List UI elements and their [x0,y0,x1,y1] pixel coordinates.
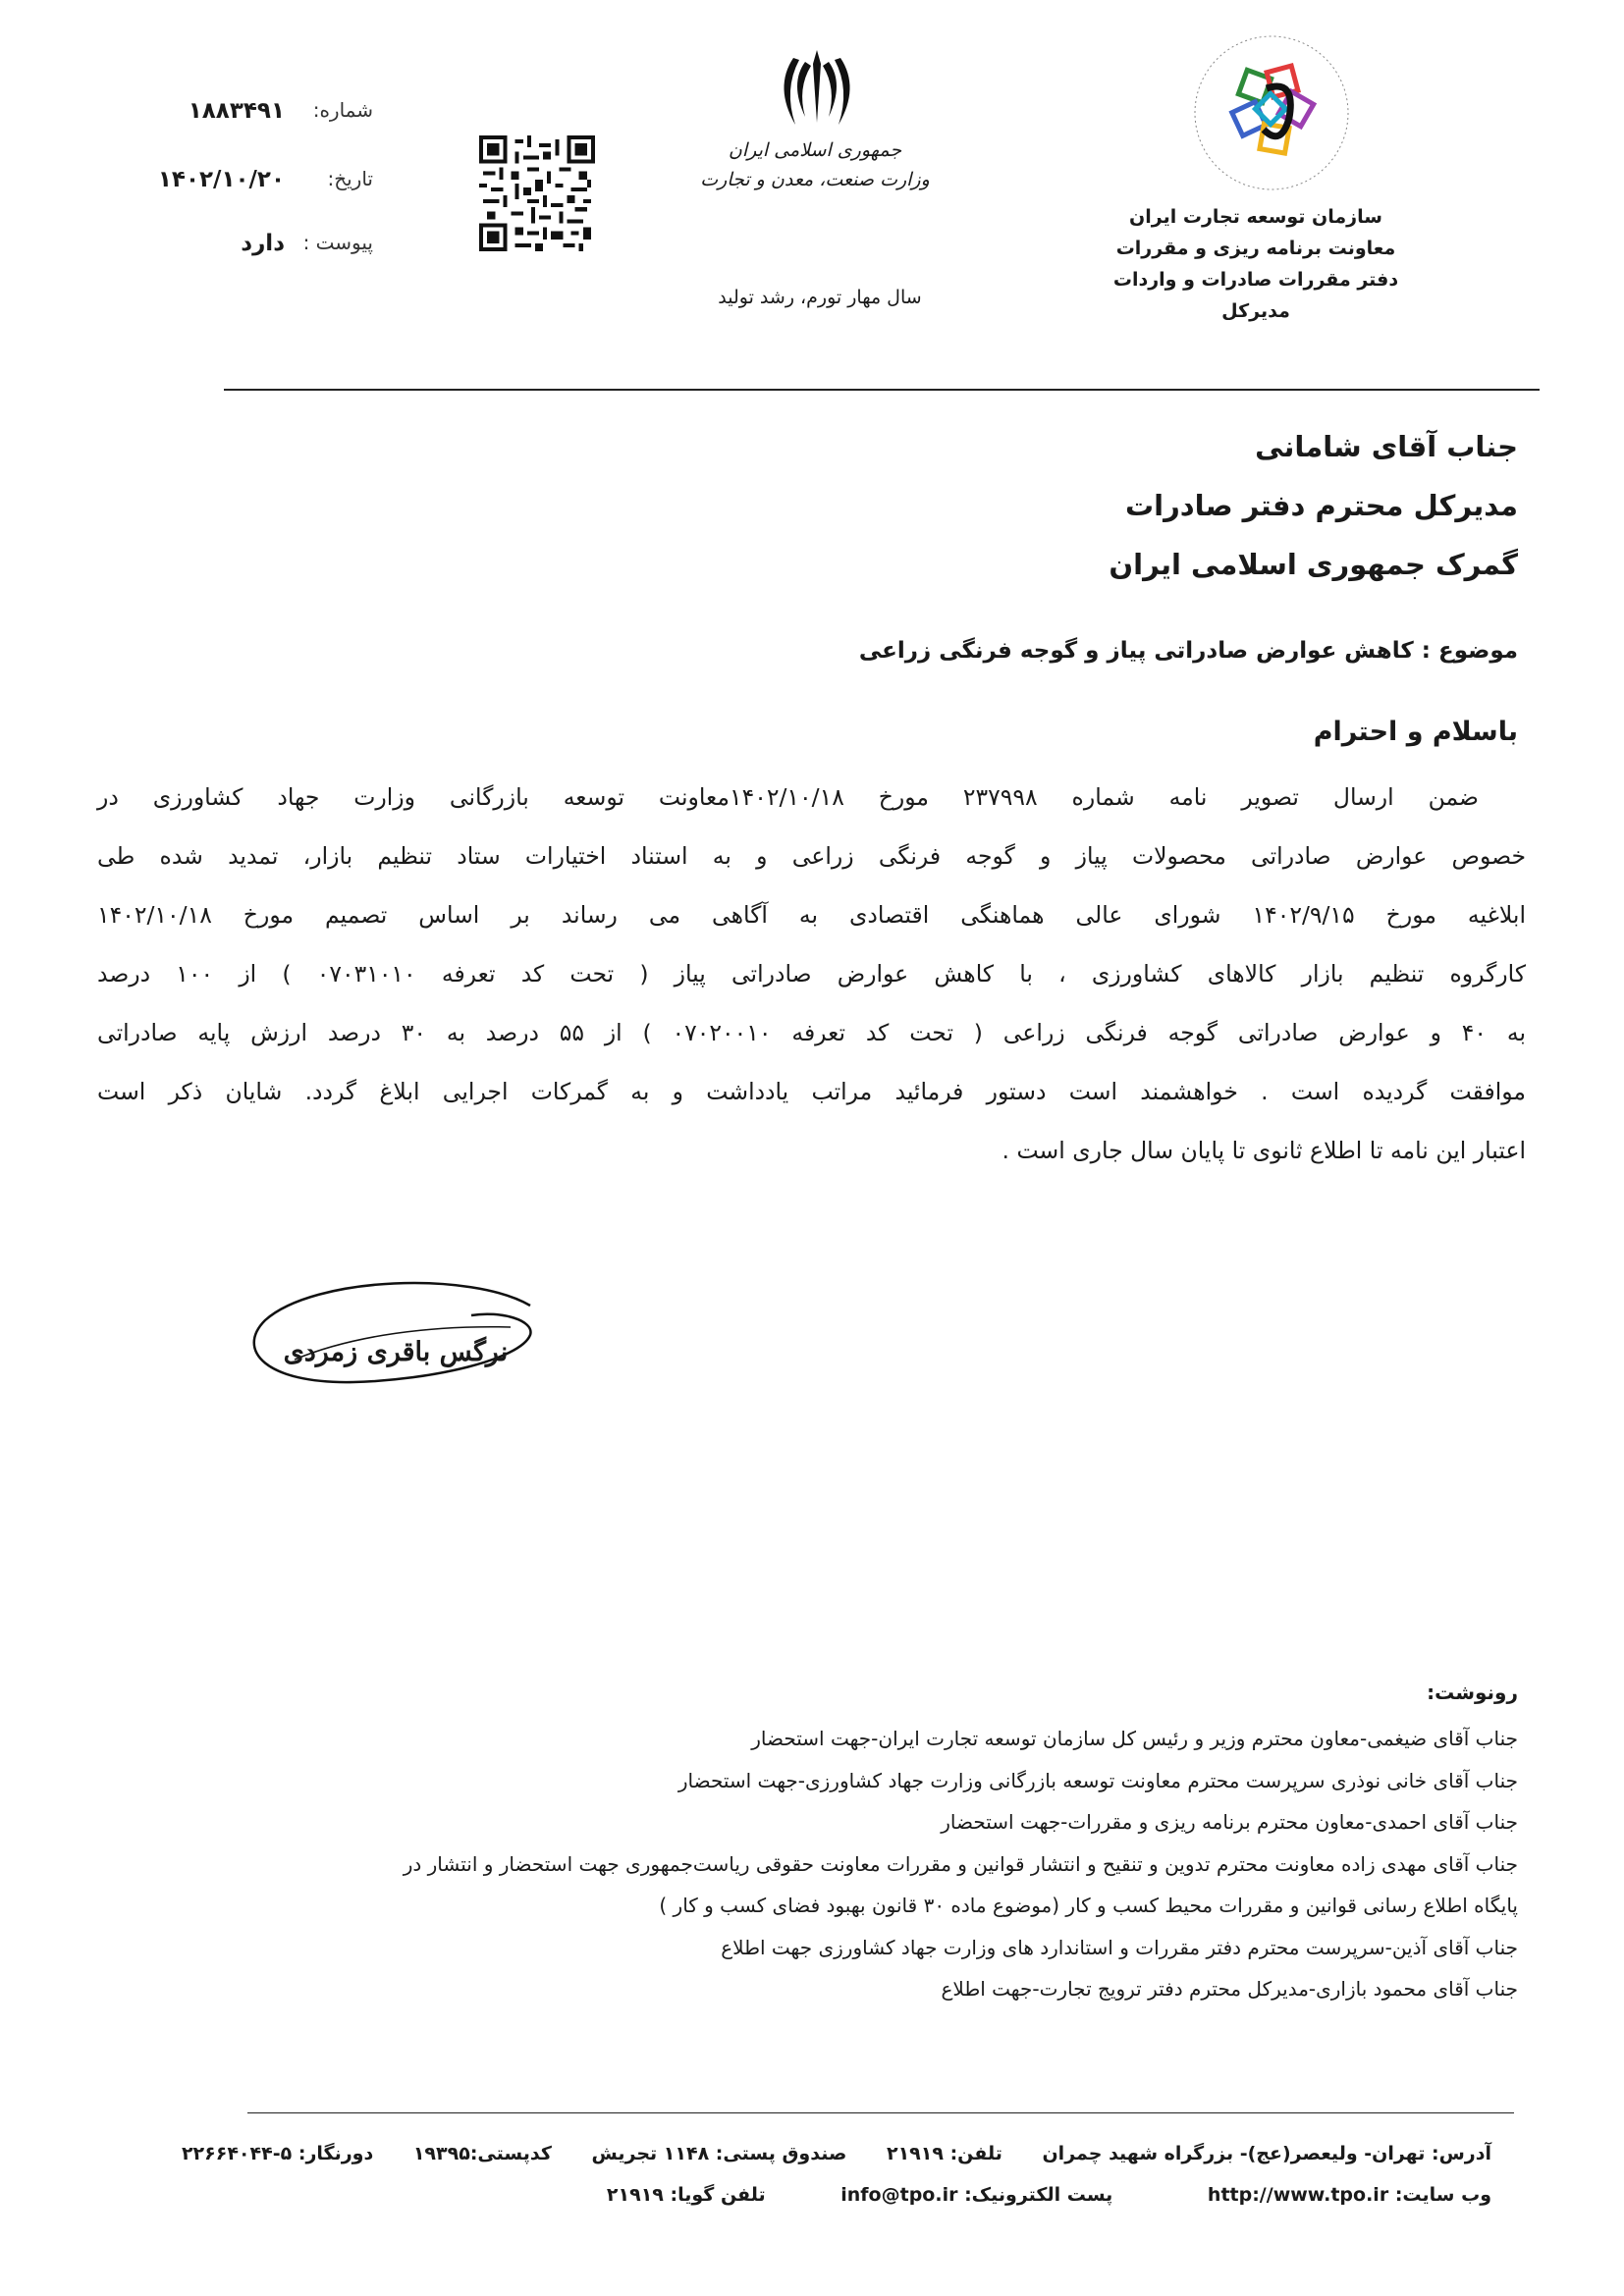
ministry-line: جمهوری اسلامی ایران [728,139,902,161]
footer-address: آدرس: تهران- ولیعصر(عج)- بزرگراه شهید چمران [1042,2143,1491,2164]
footer-divider [247,2112,1514,2113]
year-slogan: سال مهار تورم، رشد تولید [718,287,922,308]
letter-body [97,768,1526,1180]
footer-postcode: کدپستی:۱۹۳۹۵ [412,2143,552,2164]
emblem-icon [768,44,866,133]
body-line: کارگروه تنظیم بازار کالاهای کشاورزی ، با کاهش عوارض صادراتی پیاز ( تحت کد تعرفه ۰۷۰۳۱۰۱۰ ) از ۱۰۰ درصد [97,960,1527,988]
cc-item: جناب آقای محمود بازاری-مدیرکل محترم دفتر ترویج تجارت-جهت اطلاع [941,1977,1518,2001]
date-label: تاریخ: [327,167,373,190]
greeting: باسلام و احترام [1313,717,1518,747]
qr-code [479,135,595,251]
header-divider [224,389,1540,391]
footer-web-line [573,2184,1491,2206]
body-line: به ۴۰ و عوارض صادراتی گوجه فرنگی زراعی ( تحت کد تعرفه ۰۷۰۲۰۰۱۰ ) از ۵۵ درصد به ۳۰ درصد ارزش پایه صادراتی [97,1019,1526,1046]
footer-pobox: صندوق پستی: ۱۱۴۸ تجریش [591,2143,847,2164]
footer-contact-line [148,2143,1491,2164]
cc-item: جناب آقای احمدی-معاون محترم برنامه ریزی و مقررات-جهت استحضار [941,1810,1518,1834]
organization-block [1089,201,1423,327]
footer-fax: دورنگار: ۵-۲۲۶۶۴۰۴۴ [181,2143,374,2164]
cc-list [94,1718,1518,2010]
signature-scribble-icon [236,1266,550,1404]
cc-item: جناب آقای آذین-سرپرست محترم دفتر مقررات و استاندارد های وزارت جهاد کشاورزی جهت اطلاع [721,1935,1518,1959]
org-line: دفتر مقررات صادرات و واردات [1112,269,1399,291]
tpo-logo-graphic [1173,20,1399,206]
addressee-line: مدیرکل محترم دفتر صادرات [1125,489,1518,522]
org-line: مدیرکل [1221,300,1290,322]
number-value: ۱۸۸۳۴۹۱ [188,98,285,124]
cc-heading: رونوشت: [1427,1681,1518,1704]
attachment-value: دارد [241,231,285,256]
body-line: خصوص عوارض صادراتی محصولات پیاز و گوجه فرنگی زراعی و به استناد اختیارات ستاد تنظیم بازار، تمدید شده طی [97,842,1526,870]
subject-line: موضوع : کاهش عوارض صادراتی پیاز و گوجه فرنگی زراعی [858,638,1518,664]
body-line: ابلاغیه مورخ ۱۴۰۲/۹/۱۵ شورای عالی هماهنگی اقتصادی به آگاهی می رساند بر اساس تصمیم مورخ ۱۴۰۲/۱۰/۱۸ [97,901,1526,929]
body-line: موافقت گردیده است . خواهشمند است دستور فرمائید مراتب یادداشت و به گمرکات اجرایی ابلاغ گردد. شایان ذکر است [97,1078,1526,1105]
addressee-block [732,417,1518,594]
footer-website: وب سایت: http://www.tpo.ir [1207,2184,1491,2206]
org-line: معاونت برنامه ریزی و مقررات [1115,238,1396,259]
cc-item: جناب آقای ضیغمی-معاون محترم وزیر و رئیس کل سازمان توسعه تجارت ایران-جهت استحضار [751,1727,1518,1750]
date-value: ۱۴۰۲/۱۰/۲۰ [157,167,285,192]
number-label: شماره: [312,98,373,122]
cc-item: جناب آقای خانی نوذری سرپرست محترم معاونت توسعه بازرگانی وزارت جهاد کشاورزی-جهت استحضار [677,1768,1518,1792]
tpo-logo [1173,20,1399,206]
addressee-line: گمرک جمهوری اسلامی ایران [1109,548,1518,581]
signature [236,1266,550,1404]
body-line: اعتبار این نامه تا اطلاع ثانوی تا پایان سال جاری است . [1001,1137,1526,1164]
footer-email: پست الکترونیک: info@tpo.ir [840,2184,1113,2206]
qr-code-graphic [479,135,595,251]
ministry-calligraphy [687,135,943,194]
ministry-line: وزارت صنعت، معدن و تجارت [700,169,930,190]
footer-voice-phone: تلفن گویا: ۲۱۹۱۹ [606,2184,766,2206]
footer-phone: تلفن: ۲۱۹۱۹ [886,2143,1002,2164]
cc-item: پایگاه اطلاع رسانی قوانین و مقررات محیط کسب و کار (موضوع ماده ۳۰ قانون بهبود فضای کسب و کار ) [659,1894,1518,1917]
addressee-line: جناب آقای شامانی [1255,430,1518,463]
iran-emblem [768,44,866,133]
signatory-name: نرگس باقری زمردی [283,1337,509,1367]
cc-item: جناب آقای مهدی زاده معاونت محترم تدوین و تنقیح و انتشار قوانین و مقررات معاونت حقوقی ریاست‌جمهوری جهت استحضار و انتشار در [403,1851,1518,1876]
body-line: ضمن ارسال تصویر نامه شماره ۲۳۷۹۹۸ مورخ ۱۴۰۲/۱۰/۱۸معاونت توسعه بازرگانی وزارت جهاد کشاورزی در [97,783,1480,811]
attachment-label: پیوست : [302,231,373,254]
org-line: سازمان توسعه تجارت ایران [1129,206,1382,228]
